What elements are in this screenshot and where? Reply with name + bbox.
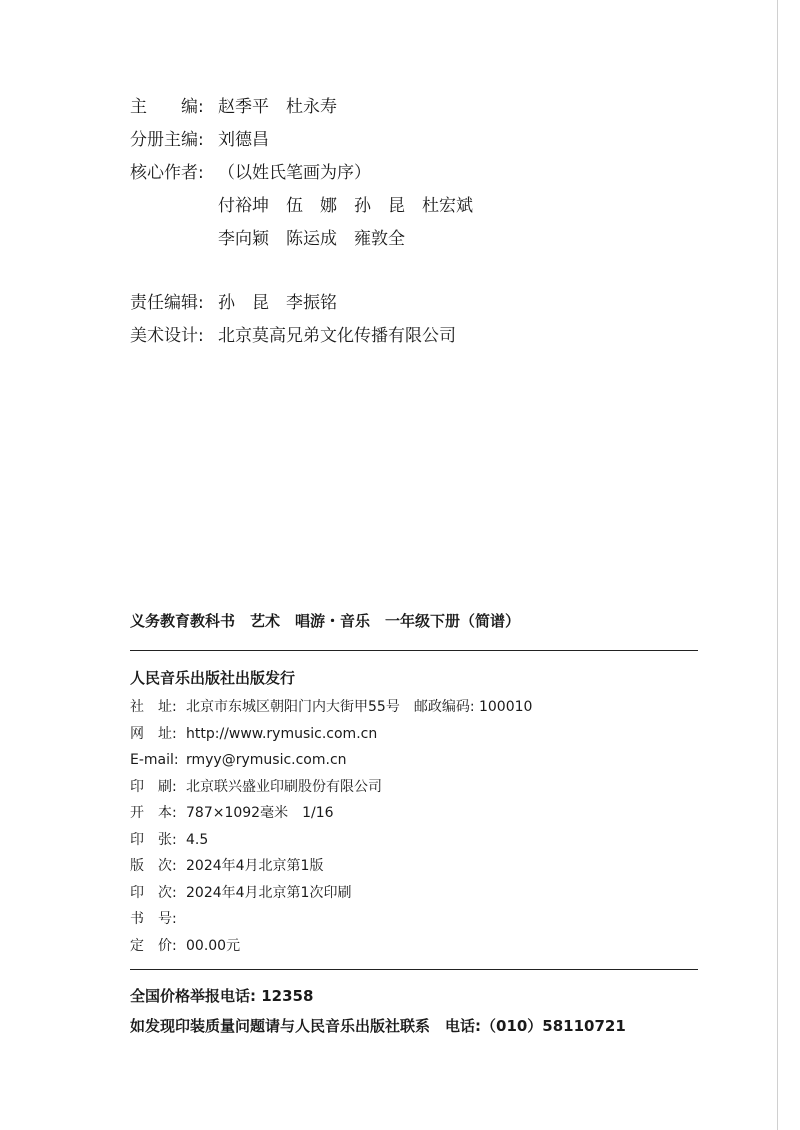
publisher: 人民音乐出版社出版发行	[130, 669, 296, 687]
info-value: http://www.rymusic.com.cn	[186, 725, 378, 742]
info-label: 印 张:	[130, 831, 177, 848]
info-label: 开 本:	[130, 805, 177, 821]
info-value: 北京联兴盛业印刷股份有限公司	[186, 778, 382, 795]
info-row	[130, 936, 532, 963]
publication-info-list	[130, 697, 532, 962]
art-design-row	[130, 321, 456, 346]
art-design-value: 北京莫高兄弟文化传播有限公司	[218, 326, 456, 346]
chief-editor-value: 赵季平 杜永寿	[218, 97, 337, 117]
book-title: 义务教育教科书 艺术 唱游・音乐 一年级下册（简谱）	[130, 612, 521, 630]
core-authors-label: 核心作者:	[130, 163, 204, 183]
responsible-editor-row	[130, 288, 337, 313]
core-authors-note: （以姓氏笔画为序）	[218, 163, 371, 183]
info-row	[130, 856, 532, 883]
core-authors-row	[130, 158, 371, 183]
info-label: 定 价:	[130, 937, 177, 954]
info-row	[130, 803, 532, 830]
price-report-line: 全国价格举报电话: 12358	[130, 987, 314, 1005]
info-label: E-mail:	[130, 752, 179, 768]
info-label: 网 址:	[130, 725, 177, 742]
chief-editor-label: 主 编:	[130, 97, 204, 117]
info-row	[130, 883, 532, 910]
info-label: 版 次:	[130, 858, 177, 874]
info-row	[130, 750, 532, 777]
info-row	[130, 724, 532, 751]
core-authors-line2: 李向颖 陈运成 雍敦全	[218, 229, 405, 249]
info-value: 2024年4月北京第1次印刷	[186, 884, 352, 901]
divider-top	[130, 650, 698, 651]
divider-bottom	[130, 969, 698, 970]
core-authors-line1: 付裕坤 伍 娜 孙 昆 杜宏斌	[218, 196, 473, 216]
info-row	[130, 697, 532, 724]
responsible-editor-label: 责任编辑:	[130, 293, 204, 313]
info-value: 00.00元	[186, 937, 241, 954]
info-label: 印 刷:	[130, 778, 177, 795]
info-value: 北京市东城区朝阳门内大街甲55号 邮政编码: 100010	[186, 699, 533, 715]
quality-contact-line: 如发现印装质量问题请与人民音乐出版社联系 电话:（010）58110721	[130, 1017, 626, 1035]
info-row	[130, 830, 532, 857]
info-value: 4.5	[186, 831, 209, 848]
responsible-editor-value: 孙 昆 李振铭	[218, 293, 337, 313]
info-value: rmyy@rymusic.com.cn	[186, 752, 347, 768]
info-row	[130, 777, 532, 804]
info-label: 书 号:	[130, 911, 177, 927]
info-label: 印 次:	[130, 884, 177, 901]
chief-editor-row	[130, 92, 337, 117]
info-label: 社 址:	[130, 699, 177, 715]
volume-editor-label: 分册主编:	[130, 130, 204, 150]
info-value: 2024年4月北京第1版	[186, 858, 324, 874]
art-design-label: 美术设计:	[130, 326, 204, 346]
volume-editor-row	[130, 125, 269, 150]
info-row	[130, 909, 532, 936]
info-value: 787×1092毫米 1/16	[186, 805, 334, 821]
page-edge-line	[777, 0, 778, 1130]
volume-editor-value: 刘德昌	[218, 130, 269, 150]
